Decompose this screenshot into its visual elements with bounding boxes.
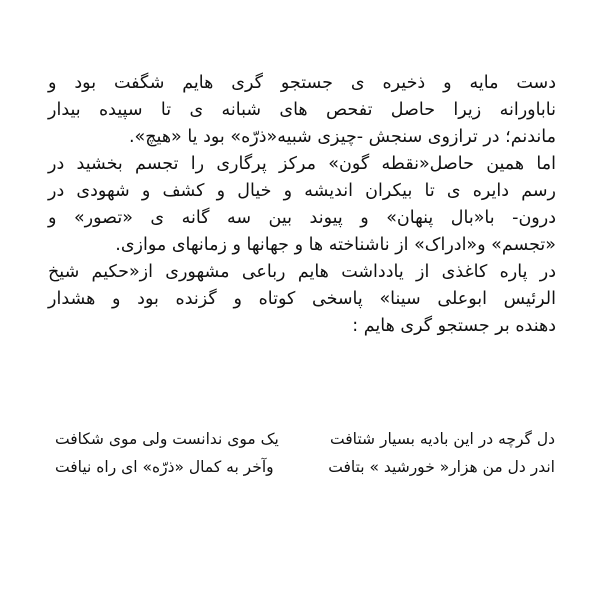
prose-line-5: رسم دایره ی تا بیکران اندیشه و خیال و کشف و شهودی در bbox=[48, 181, 556, 201]
quatrain-poem bbox=[55, 425, 555, 481]
prose-line-6: درون- با«بال پنهان» و پیوند بین سه گانه ی «تصور» و bbox=[48, 208, 556, 228]
poem-hemistich-first: دل گرچه در این بادیه بسیار شتافت bbox=[330, 430, 555, 448]
poem-hemistich-first: اندر دل من هزار« خورشید » بتافت bbox=[328, 458, 555, 476]
poem-couplet-2 bbox=[55, 453, 555, 481]
prose-line-4: اما همین حاصل«نقطه گون» مرکز پرگاری را تجسم بخشید در bbox=[48, 154, 556, 174]
poem-couplet-1 bbox=[55, 425, 555, 453]
prose-line-7: «تجسم» و«ادراک» از ناشناخته ها و جهانها و زمانهای موازی. bbox=[115, 235, 556, 255]
poem-hemistich-second: وآخر به کمال «ذرّه» ای راه نیافت bbox=[55, 458, 274, 476]
prose-line-8: در پاره کاغذی از یادداشت هایم رباعی مشهوری از«حکیم شیخ bbox=[48, 262, 556, 282]
prose-line-3: ماندنم؛ در ترازوی سنجش -چیزی شبیه«ذرّه» بود یا «هیچ». bbox=[128, 127, 556, 147]
prose-line-2: ناباورانه زیرا حاصل تفحص های شبانه ی تا سپیده بیدار bbox=[48, 100, 556, 120]
prose-block bbox=[48, 70, 556, 340]
prose-line-10: دهنده بر جستجو گری هایم : bbox=[352, 316, 556, 336]
poem-hemistich-second: یک موی ندانست ولی موی شکافت bbox=[55, 430, 279, 448]
prose-line-9: الرئیس ابوعلی سینا» پاسخی کوتاه و گزنده بود و هشدار bbox=[48, 289, 556, 309]
prose-line-1: دست مایه و ذخیره ی جستجو گری هایم شگفت بود و bbox=[48, 73, 556, 93]
